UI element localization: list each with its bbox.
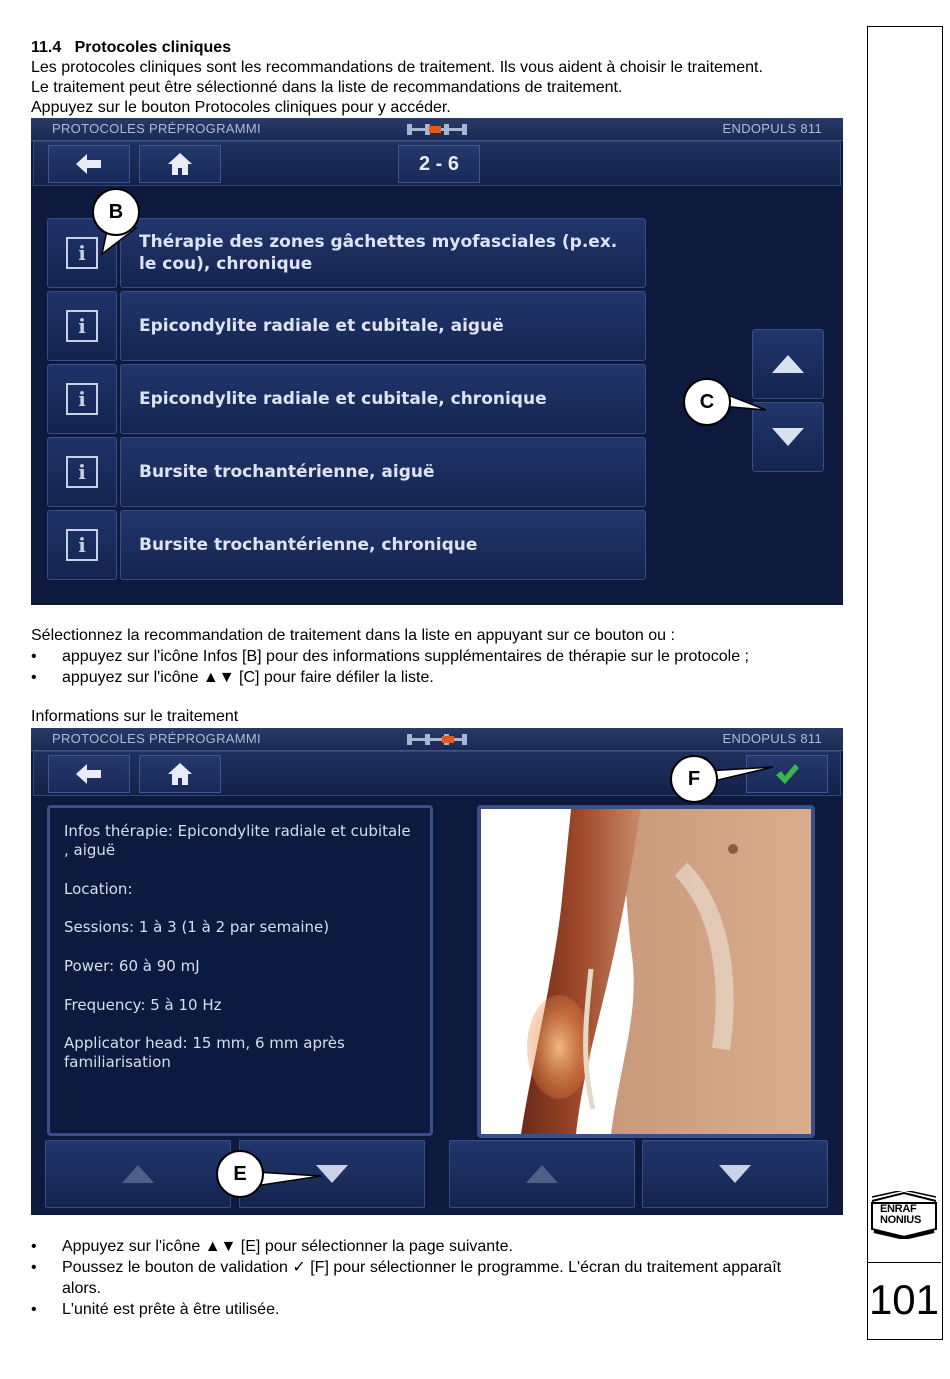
protocol-item-3[interactable] bbox=[120, 364, 646, 434]
protocol-item-label: Bursite trochantérienne, chronique bbox=[139, 535, 478, 555]
back-arrow-icon bbox=[76, 154, 102, 174]
info-power: Power: 60 à 90 mJ bbox=[64, 957, 200, 975]
brand-name bbox=[880, 1204, 921, 1226]
device-name: ENDOPULS 811 bbox=[722, 121, 822, 136]
callout-e-pointer bbox=[255, 1168, 325, 1190]
bullet-text: L'unité est prête à être utilisée. bbox=[62, 1301, 280, 1318]
footer-bullet-3: • L'unité est prête à être utilisée. bbox=[31, 1301, 280, 1318]
page-indicator: 2 - 6 bbox=[398, 145, 480, 183]
footer-bullet-1: • Appuyez sur l'icône ▲▼ [E] pour sélectionner la page suivante. bbox=[31, 1238, 513, 1255]
triangle-up-icon bbox=[526, 1165, 558, 1183]
back-button[interactable] bbox=[48, 755, 130, 793]
triangle-up-icon bbox=[772, 355, 804, 373]
therapy-info-panel bbox=[47, 805, 433, 1136]
brand-line-1: ENRAF bbox=[880, 1203, 917, 1215]
protocol-item-2[interactable] bbox=[120, 291, 646, 361]
info-icon: i bbox=[66, 310, 98, 342]
device-name: ENDOPULS 811 bbox=[722, 731, 822, 746]
page-number: 101 bbox=[867, 1262, 941, 1337]
info-button-2[interactable] bbox=[47, 291, 117, 361]
protocol-list-screen bbox=[31, 118, 843, 605]
callout-e: E bbox=[216, 1150, 264, 1198]
hhh-logo-icon bbox=[407, 734, 467, 745]
back-arrow-icon bbox=[76, 764, 102, 784]
info-icon: i bbox=[66, 383, 98, 415]
info-button-4[interactable] bbox=[47, 437, 117, 507]
bullet-text: Poussez le bouton de validation ✓ [F] pour sélectionner le programme. L'écran du traitement apparaît bbox=[62, 1259, 782, 1276]
middle-lead: Sélectionnez la recommandation de traitement dans la liste en appuyant sur ce bouton ou : bbox=[31, 627, 675, 644]
section-title: Protocoles cliniques bbox=[74, 39, 232, 56]
info-therapy: Infos thérapie: Epicondylite radiale et cubitale , aiguë bbox=[64, 822, 411, 859]
protocol-item-label: Epicondylite radiale et cubitale, chronique bbox=[139, 389, 547, 409]
bullet-text: appuyez sur l'icône ▲▼ [C] pour faire défiler la liste. bbox=[62, 669, 434, 686]
bullet-text: appuyez sur l'icône Infos [B] pour des informations supplémentaires de thérapie sur le protocole ; bbox=[62, 648, 749, 665]
protocol-item-label: Epicondylite radiale et cubitale, aiguë bbox=[139, 316, 504, 336]
protocol-item-4[interactable] bbox=[120, 437, 646, 507]
hhh-logo-icon bbox=[407, 124, 467, 135]
therapy-info-screen bbox=[31, 728, 843, 1215]
info-page-up-button[interactable] bbox=[45, 1140, 231, 1208]
bullet-2: • appuyez sur l'icône ▲▼ [C] pour faire défiler la liste. bbox=[31, 669, 434, 686]
triangle-down-icon bbox=[772, 428, 804, 446]
section-number: 11.4 bbox=[31, 39, 62, 56]
callout-f: F bbox=[670, 755, 718, 803]
enraf-nonius-logo bbox=[870, 1191, 938, 1239]
intro-line-2: Le traitement peut être sélectionné dans la liste de recommandations de traitement. bbox=[31, 79, 623, 96]
elbow-anatomy-illustration bbox=[481, 809, 811, 1134]
info-applicator: Applicator head: 15 mm, 6 mm après familiarisation bbox=[64, 1034, 345, 1071]
info-icon: i bbox=[66, 456, 98, 488]
screen-titlebar bbox=[31, 118, 843, 141]
screen-toolbar bbox=[33, 141, 841, 186]
anatomy-image bbox=[477, 805, 815, 1138]
triangle-up-icon bbox=[122, 1165, 154, 1183]
image-page-up-button[interactable] bbox=[449, 1140, 635, 1208]
bullet-1: • appuyez sur l'icône Infos [B] pour des informations supplémentaires de thérapie sur le protocole ; bbox=[31, 648, 749, 665]
checkmark-icon bbox=[775, 763, 799, 785]
brand-line-2: NONIUS bbox=[880, 1214, 921, 1226]
info-button-3[interactable] bbox=[47, 364, 117, 434]
protocol-item-label: Bursite trochantérienne, aiguë bbox=[139, 462, 435, 482]
bullet-text-continued: alors. bbox=[62, 1280, 102, 1297]
footer-bullet-2: • Poussez le bouton de validation ✓ [F] pour sélectionner le programme. L'écran du traitement apparaît alors. bbox=[31, 1259, 782, 1297]
bullet-text: Appuyez sur l'icône ▲▼ [E] pour sélectionner la page suivante. bbox=[62, 1238, 513, 1255]
intro-line-1: Les protocoles cliniques sont les recommandations de traitement. Ils vous aident à choisir le traitement. bbox=[31, 59, 763, 76]
section-heading bbox=[31, 38, 231, 58]
home-icon bbox=[168, 153, 192, 175]
image-page-down-button[interactable] bbox=[642, 1140, 828, 1208]
home-button[interactable] bbox=[139, 145, 221, 183]
home-icon bbox=[168, 763, 192, 785]
info-icon: i bbox=[66, 529, 98, 561]
callout-b: B bbox=[92, 188, 140, 236]
callout-c: C bbox=[683, 378, 731, 426]
screen2-caption: Informations sur le traitement bbox=[31, 708, 239, 725]
screen-title: PROTOCOLES PRÉPROGRAMMI bbox=[52, 731, 261, 746]
page-margin-frame bbox=[867, 26, 943, 1340]
protocol-item-5[interactable] bbox=[120, 510, 646, 580]
back-button[interactable] bbox=[48, 145, 130, 183]
screen-title: PROTOCOLES PRÉPROGRAMMI bbox=[52, 121, 261, 136]
screen-titlebar bbox=[31, 728, 843, 751]
info-button-5[interactable] bbox=[47, 510, 117, 580]
info-location: Location: bbox=[64, 880, 133, 898]
info-frequency: Frequency: 5 à 10 Hz bbox=[64, 996, 222, 1014]
info-icon: i bbox=[66, 237, 98, 269]
home-button[interactable] bbox=[139, 755, 221, 793]
protocol-item-1[interactable] bbox=[120, 218, 646, 288]
triangle-down-icon bbox=[719, 1165, 751, 1183]
info-sessions: Sessions: 1 à 3 (1 à 2 par semaine) bbox=[64, 918, 330, 936]
protocol-item-label: Thérapie des zones gâchettes myofasciales (p.ex. le cou), chronique bbox=[139, 232, 618, 274]
intro-line-3: Appuyez sur le bouton Protocoles cliniques pour y accéder. bbox=[31, 99, 451, 116]
